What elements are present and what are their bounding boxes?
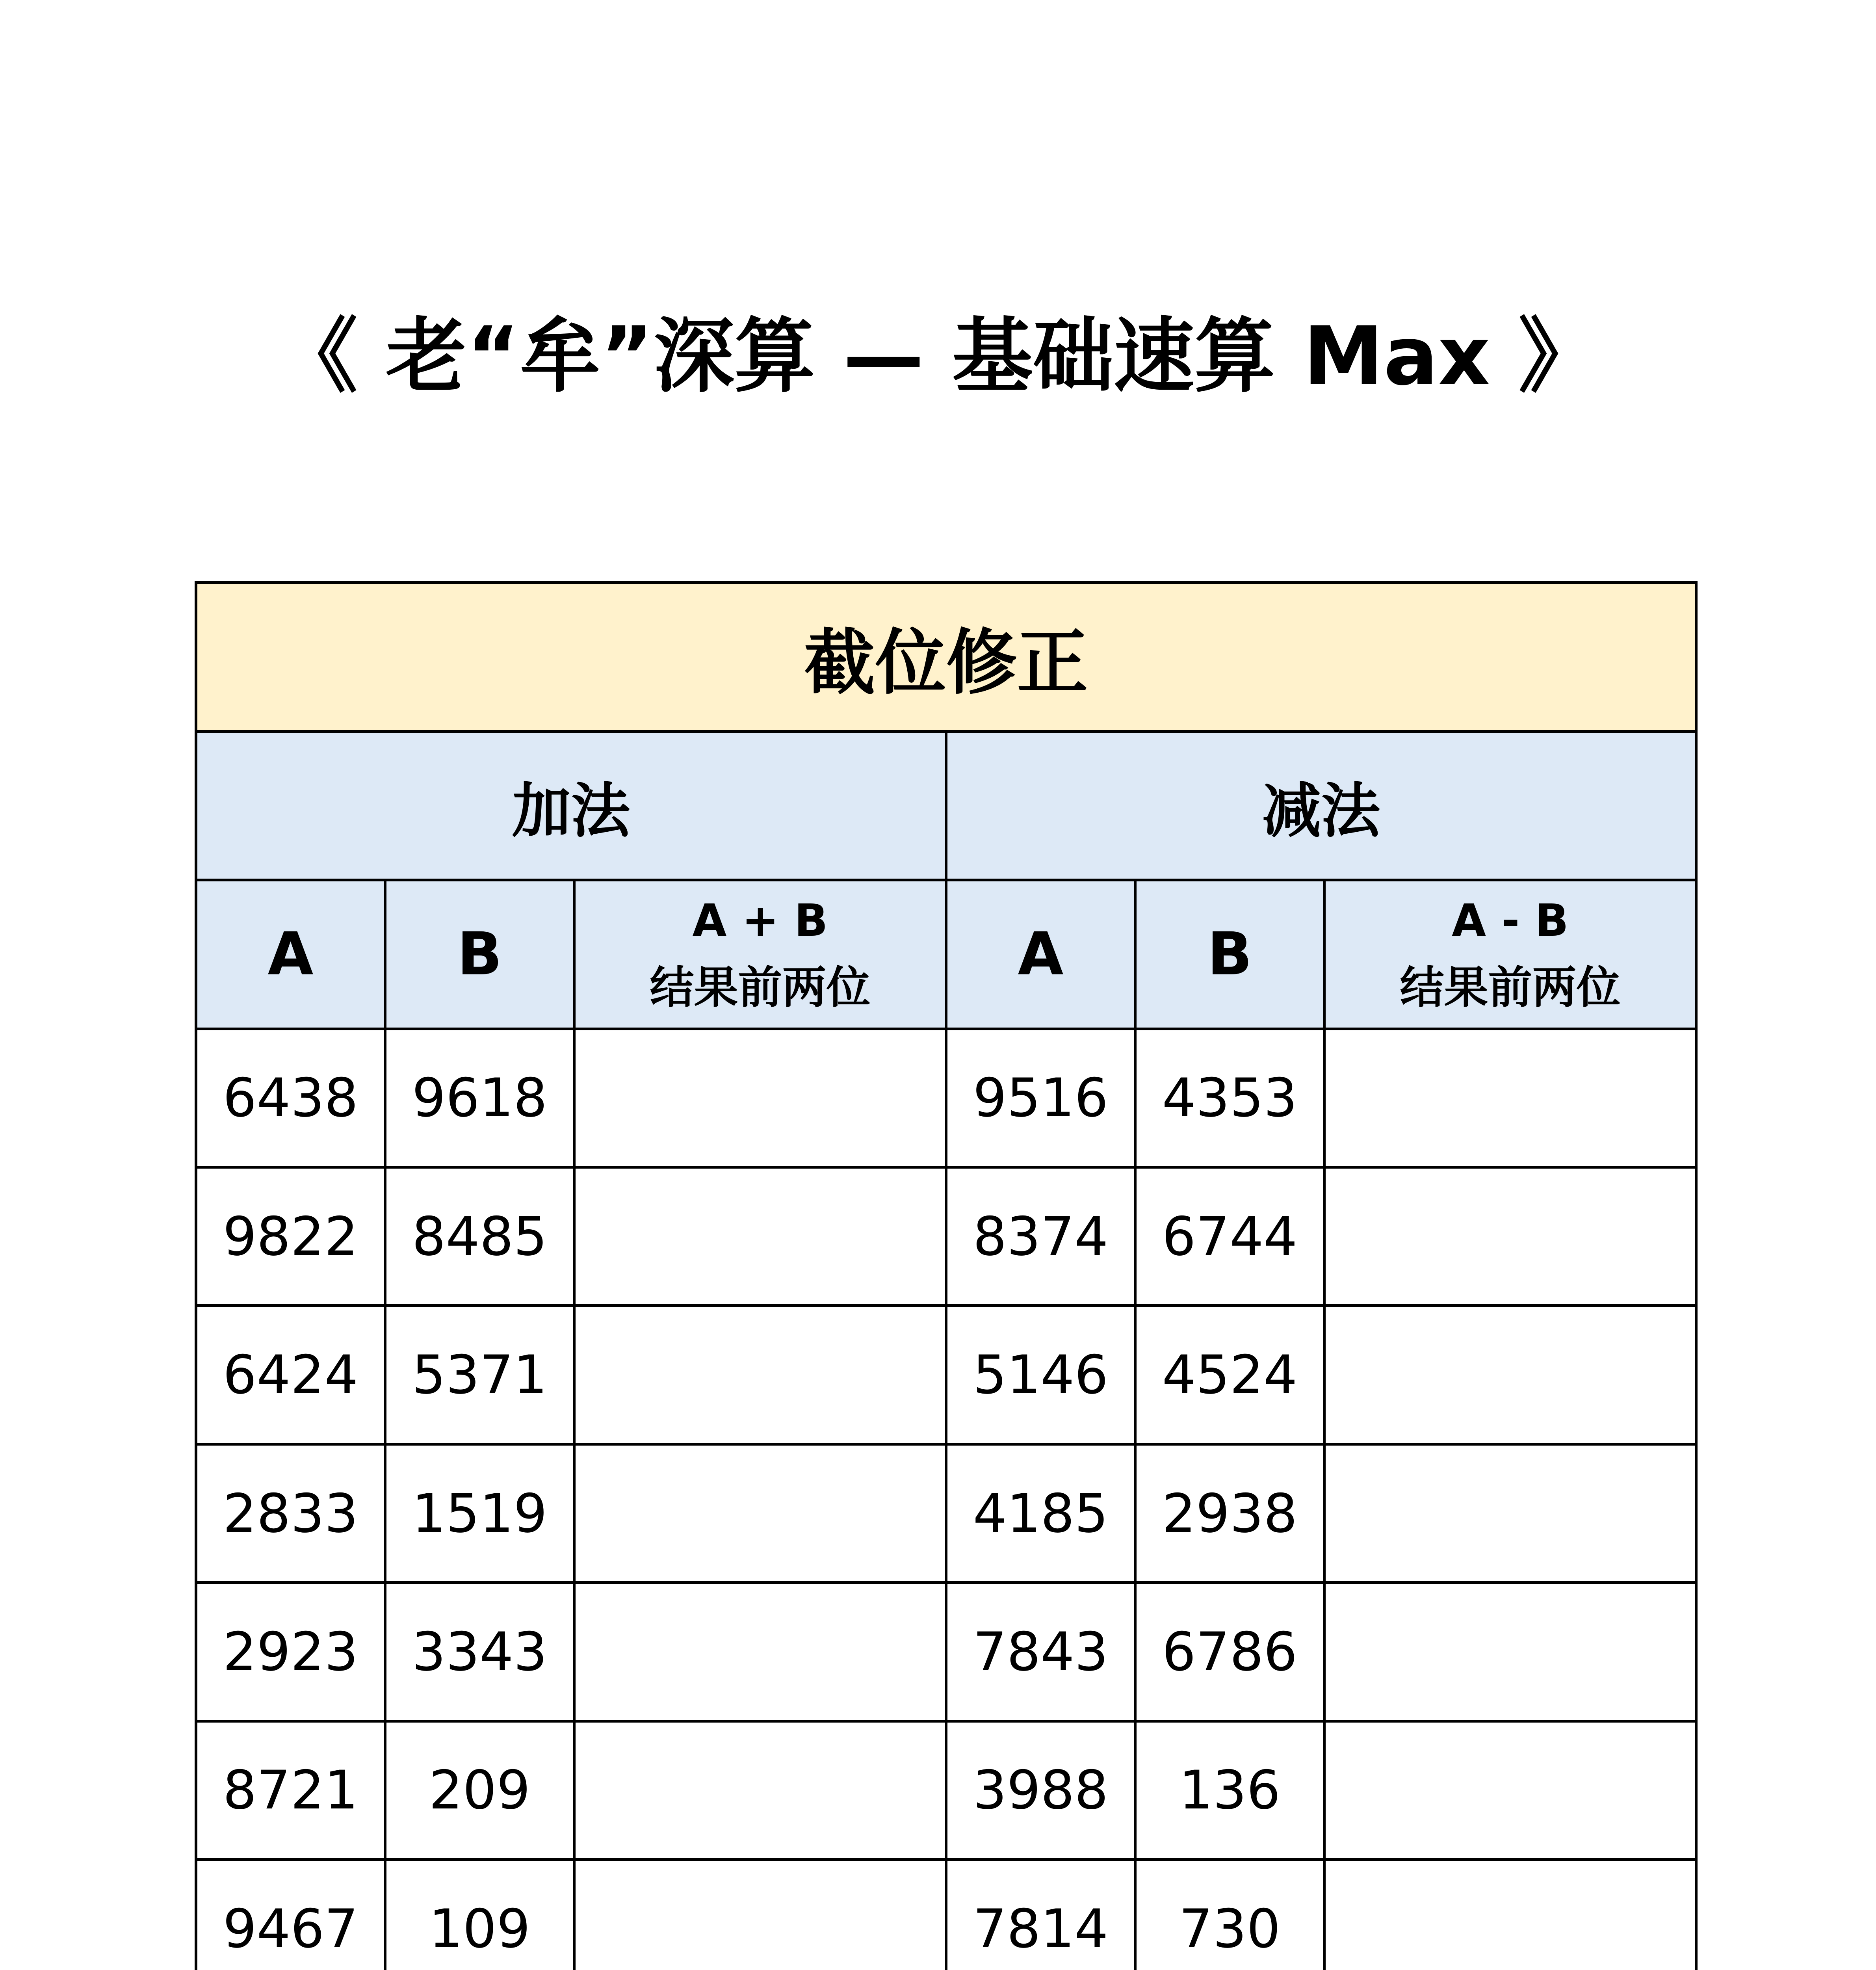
sub-result-answer-cell[interactable] (1324, 1721, 1696, 1859)
sub-a-cell: 9516 (946, 1029, 1135, 1167)
sub-a-cell: 7814 (946, 1860, 1135, 1970)
table-row (196, 1583, 1696, 1721)
add-a-cell: 9467 (196, 1860, 385, 1970)
sub-result-answer-cell[interactable] (1324, 1444, 1696, 1582)
subtraction-group-header: 减法 (946, 731, 1696, 880)
sub-a-cell: 3988 (946, 1721, 1135, 1859)
sub-a-header: A (946, 880, 1135, 1029)
sub-result-header (1324, 880, 1696, 1029)
add-b-header: B (385, 880, 574, 1029)
sub-b-cell: 136 (1135, 1721, 1324, 1859)
sub-b-cell: 4353 (1135, 1029, 1324, 1167)
table-caption: 截位修正 (196, 583, 1696, 732)
sub-b-cell: 6786 (1135, 1583, 1324, 1721)
add-result-answer-cell[interactable] (574, 1167, 946, 1306)
add-a-cell: 2833 (196, 1444, 385, 1582)
sub-result-answer-cell[interactable] (1324, 1860, 1696, 1970)
sub-a-cell: 4185 (946, 1444, 1135, 1582)
add-b-cell: 1519 (385, 1444, 574, 1582)
add-a-cell: 6424 (196, 1306, 385, 1444)
page-title: 《 老“牟”深算 — 基础速算 Max 》 (277, 310, 1599, 403)
sub-a-cell: 8374 (946, 1167, 1135, 1306)
group-header-row (196, 731, 1696, 880)
table-row (196, 1860, 1696, 1970)
sub-result-header-label: 结果前两位 (1400, 962, 1621, 1014)
worksheet-table (195, 581, 1698, 1970)
add-result-answer-cell[interactable] (574, 1860, 946, 1970)
add-a-cell: 6438 (196, 1029, 385, 1167)
sub-a-cell: 5146 (946, 1306, 1135, 1444)
add-result-header-label: 结果前两位 (650, 962, 871, 1014)
sub-b-header: B (1135, 880, 1324, 1029)
add-result-header (574, 880, 946, 1029)
add-b-cell: 9618 (385, 1029, 574, 1167)
sub-b-cell: 6744 (1135, 1167, 1324, 1306)
add-result-answer-cell[interactable] (574, 1306, 946, 1444)
sub-a-cell: 7843 (946, 1583, 1135, 1721)
column-header-row (196, 880, 1696, 1029)
sub-b-cell: 730 (1135, 1860, 1324, 1970)
add-a-header: A (196, 880, 385, 1029)
add-result-answer-cell[interactable] (574, 1029, 946, 1167)
sub-result-header-formula: A - B (1452, 895, 1569, 947)
table-row (196, 1444, 1696, 1582)
sub-result-answer-cell[interactable] (1324, 1167, 1696, 1306)
table-row (196, 1306, 1696, 1444)
add-b-cell: 8485 (385, 1167, 574, 1306)
add-result-answer-cell[interactable] (574, 1583, 946, 1721)
add-a-cell: 9822 (196, 1167, 385, 1306)
add-b-cell: 5371 (385, 1306, 574, 1444)
add-a-cell: 2923 (196, 1583, 385, 1721)
table-row (196, 1029, 1696, 1167)
add-b-cell: 109 (385, 1860, 574, 1970)
add-result-answer-cell[interactable] (574, 1444, 946, 1582)
add-b-cell: 209 (385, 1721, 574, 1859)
sub-result-answer-cell[interactable] (1324, 1306, 1696, 1444)
sub-result-answer-cell[interactable] (1324, 1029, 1696, 1167)
add-b-cell: 3343 (385, 1583, 574, 1721)
table-row (196, 1167, 1696, 1306)
sub-b-cell: 4524 (1135, 1306, 1324, 1444)
add-result-header-formula: A + B (692, 895, 828, 947)
table-row (196, 1721, 1696, 1859)
addition-group-header: 加法 (196, 731, 946, 880)
caption-row (196, 583, 1696, 732)
add-a-cell: 8721 (196, 1721, 385, 1859)
sub-result-answer-cell[interactable] (1324, 1583, 1696, 1721)
sub-b-cell: 2938 (1135, 1444, 1324, 1582)
add-result-answer-cell[interactable] (574, 1721, 946, 1859)
